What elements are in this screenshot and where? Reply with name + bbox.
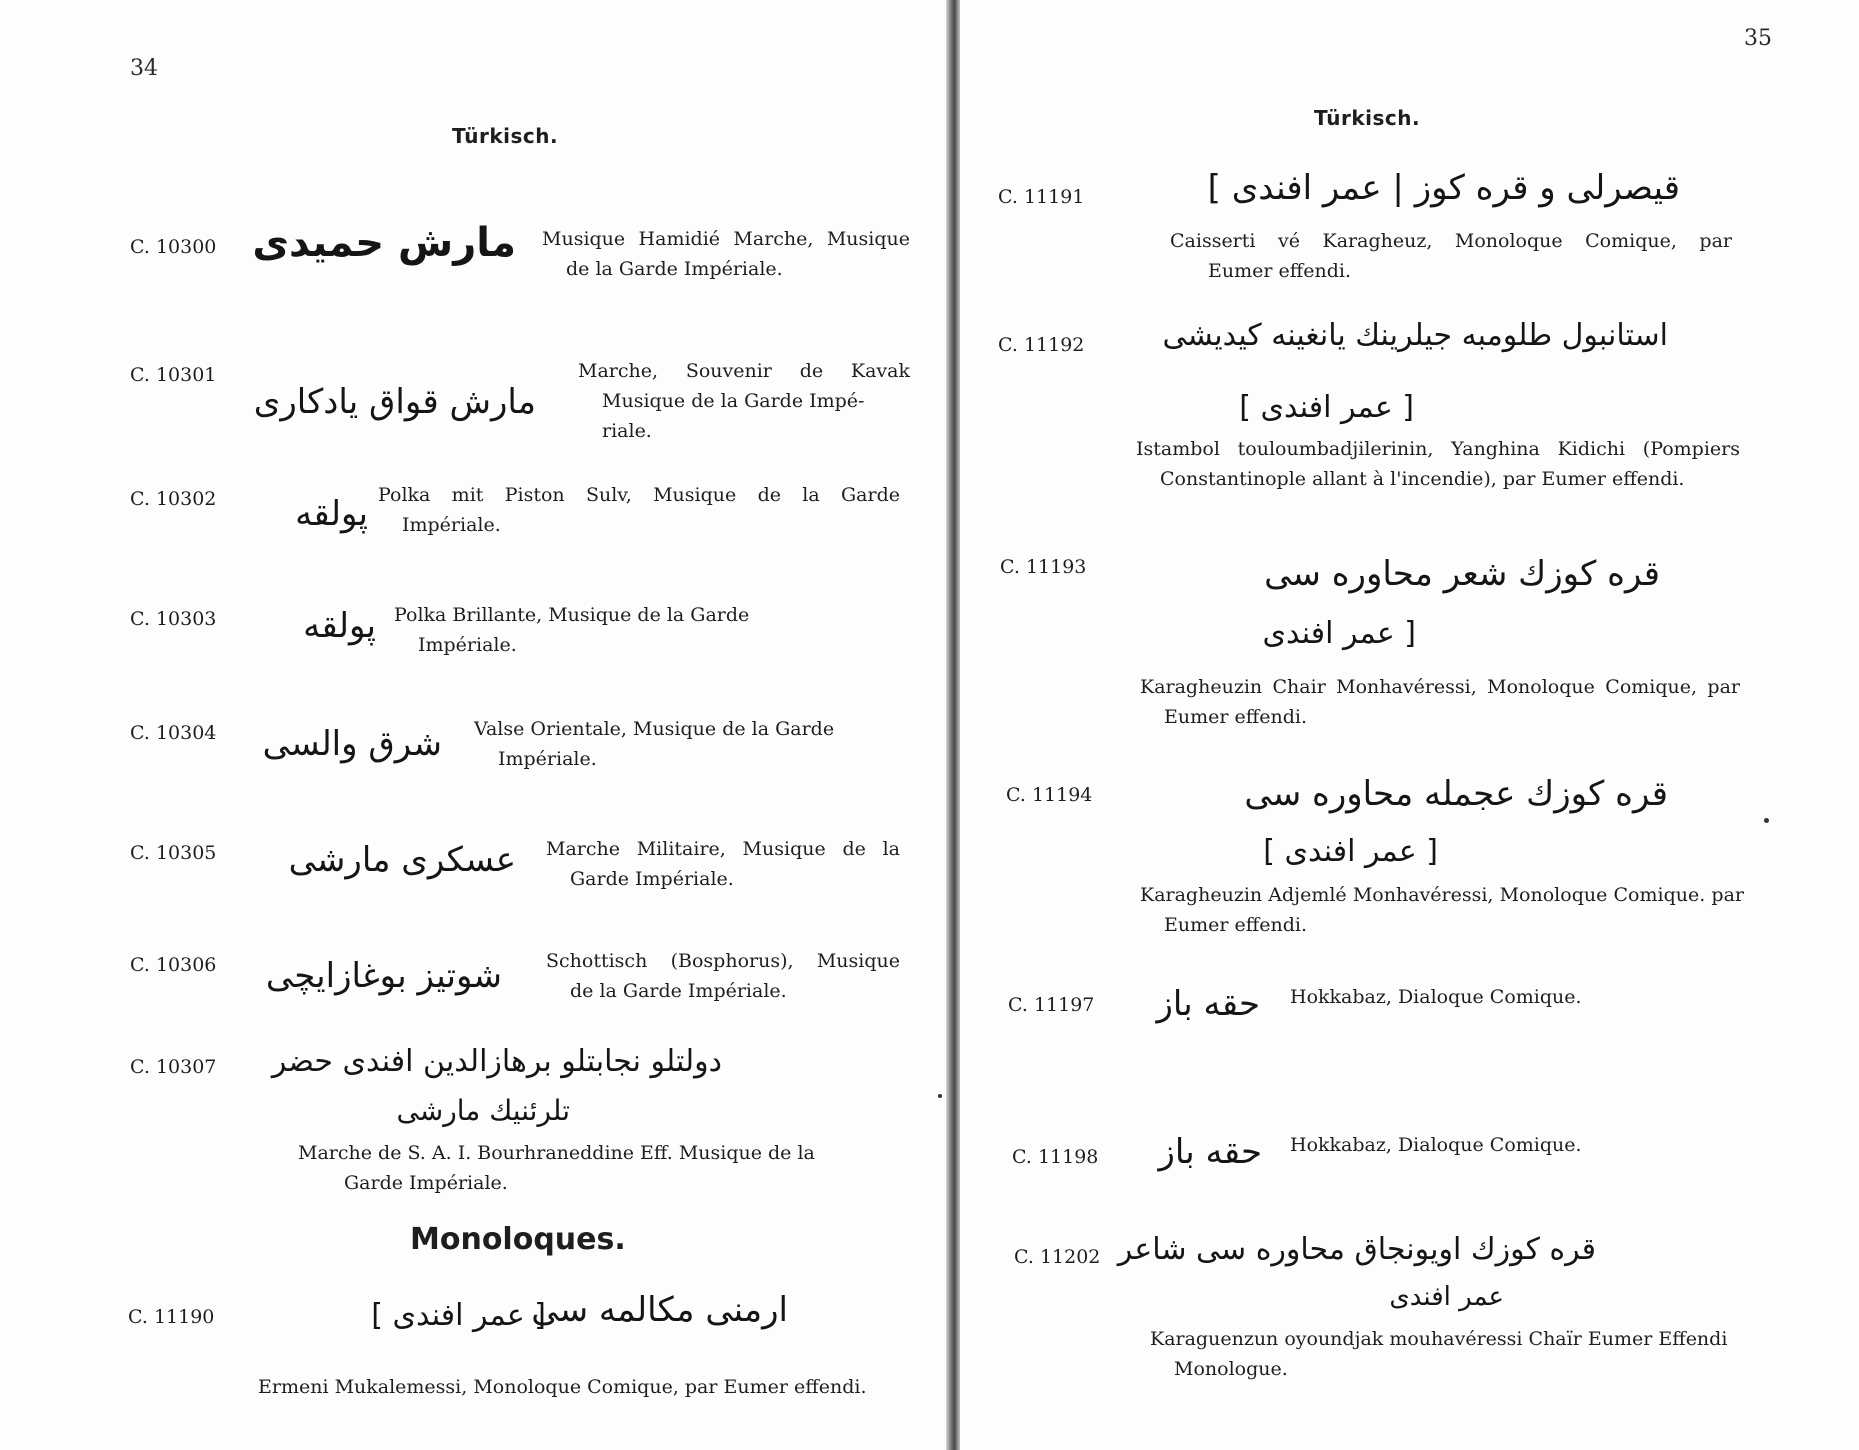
page-heading: Türkisch.: [452, 124, 559, 148]
catalog-number: C. 11191: [998, 186, 1085, 208]
entry-description: Karagheuzin Adjemlé Monhavéressi, Monoloque Comique. par Eumer effendi.: [1140, 884, 1744, 936]
ink-speck: [1764, 818, 1769, 823]
entry-description: Karaguenzun oyoundjak mouhavéressi Chaïr Eumer Effendi Monologue.: [1150, 1328, 1728, 1380]
entry-description: Marche de S. A. I. Bourhraneddine Eff. Musique de la Garde Impériale.: [298, 1142, 815, 1194]
catalog-number: C. 10300: [130, 236, 217, 258]
entry-description: Caisserti vé Karagheuz, Monoloque Comique, par Eumer effendi.: [1170, 230, 1732, 282]
arabic-title: استانبول طلومبه جيلرينك يانغينه كيديشى: [1162, 318, 1668, 353]
section-heading: Monoloques.: [410, 1222, 626, 1257]
catalog-number: C. 10306: [130, 954, 217, 976]
catalog-number: C. 11194: [1006, 784, 1093, 806]
ink-speck: [938, 1094, 942, 1098]
entry-description: Polka Brillante, Musique de la Garde Impériale.: [394, 604, 750, 656]
arabic-title: حقه باز: [1158, 1132, 1262, 1172]
entry-description: Ermeni Mukalemessi, Monoloque Comique, par Eumer effendi.: [258, 1376, 867, 1398]
arabic-title-line2: عمر افندى: [1389, 1282, 1504, 1312]
catalog-number: C. 11198: [1012, 1146, 1099, 1168]
catalog-number: C. 10305: [130, 842, 217, 864]
entry-description: Marche, Souvenir de Kavak Musique de la Garde Impé- riale.: [578, 360, 910, 442]
catalog-number: C. 11202: [1014, 1246, 1101, 1268]
arabic-title: قره كوزك عجمله محاوره سى: [1244, 774, 1668, 814]
arabic-title-line2: [ عمر افندى: [1262, 616, 1416, 651]
arabic-title: قره كوزك شعر محاوره سى: [1264, 554, 1660, 594]
arabic-title: پولقه: [303, 606, 376, 646]
arabic-title: ارمنى مكالمه سى: [531, 1290, 788, 1330]
catalog-number: C. 10301: [130, 364, 217, 386]
entry-description: Hokkabaz, Dialoque Comique.: [1290, 986, 1582, 1008]
entry-description: Musique Hamidié Marche, Musique de la Garde Impériale.: [542, 228, 910, 280]
catalog-number: C. 11193: [1000, 556, 1087, 578]
entry-description: Marche Militaire, Musique de la Garde Impériale.: [546, 838, 900, 890]
catalog-number: C. 10302: [130, 488, 217, 510]
page-heading: Türkisch.: [1314, 106, 1421, 130]
arabic-title: شرق والسى: [262, 724, 442, 764]
entry-description: Istambol touloumbadjilerinin, Yanghina Kidichi (Pompiers Constantinople allant à l'incendie), par Eumer effendi.: [1136, 438, 1740, 490]
arabic-title: پولقه: [295, 494, 368, 534]
arabic-title: قره كوزك اويونجاق محاوره سى شاعر: [1117, 1232, 1596, 1267]
entry-description: Hokkabaz, Dialoque Comique.: [1290, 1134, 1582, 1156]
arabic-title: دولتلو نجابتلو برهازالدين افندى حضر: [271, 1044, 722, 1079]
catalog-number: C. 11192: [998, 334, 1085, 356]
arabic-title: قيصرلى و قره كوز | عمر افندى ]: [1207, 168, 1680, 208]
arabic-author-bracket: [ عمر افندى ]: [371, 1298, 546, 1333]
catalog-number: C. 10304: [130, 722, 217, 744]
catalog-number: C. 10303: [130, 608, 217, 630]
catalog-number: C. 11190: [128, 1306, 215, 1328]
entry-description: Polka mit Piston Sulv, Musique de la Garde Impériale.: [378, 484, 900, 536]
page-number: 35: [1744, 26, 1772, 51]
entry-description: Karagheuzin Chair Monhavéressi, Monoloque Comique, par Eumer effendi.: [1140, 676, 1740, 728]
catalog-number: C. 10307: [130, 1056, 217, 1078]
arabic-title: عسكرى مارشى: [288, 840, 516, 880]
arabic-title: مارش قواق يادكارى: [253, 382, 536, 422]
arabic-title: حقه باز: [1156, 984, 1260, 1024]
arabic-title: شوتيز بوغازايچى: [265, 956, 502, 996]
catalog-number: C. 11197: [1008, 994, 1095, 1016]
arabic-title-line2: [ عمر افندى ]: [1239, 390, 1414, 425]
arabic-title-line2: تلرئنيك مارشى: [396, 1094, 570, 1127]
entry-description: Valse Orientale, Musique de la Garde Impériale.: [474, 718, 835, 770]
page-number: 34: [130, 56, 158, 81]
right-page: [960, 0, 1859, 1450]
entry-description: Schottisch (Bosphorus), Musique de la Garde Impériale.: [546, 950, 900, 1002]
arabic-title-line2: [ عمر افندى ]: [1263, 834, 1438, 869]
arabic-title: مارش حميدى: [252, 220, 516, 266]
